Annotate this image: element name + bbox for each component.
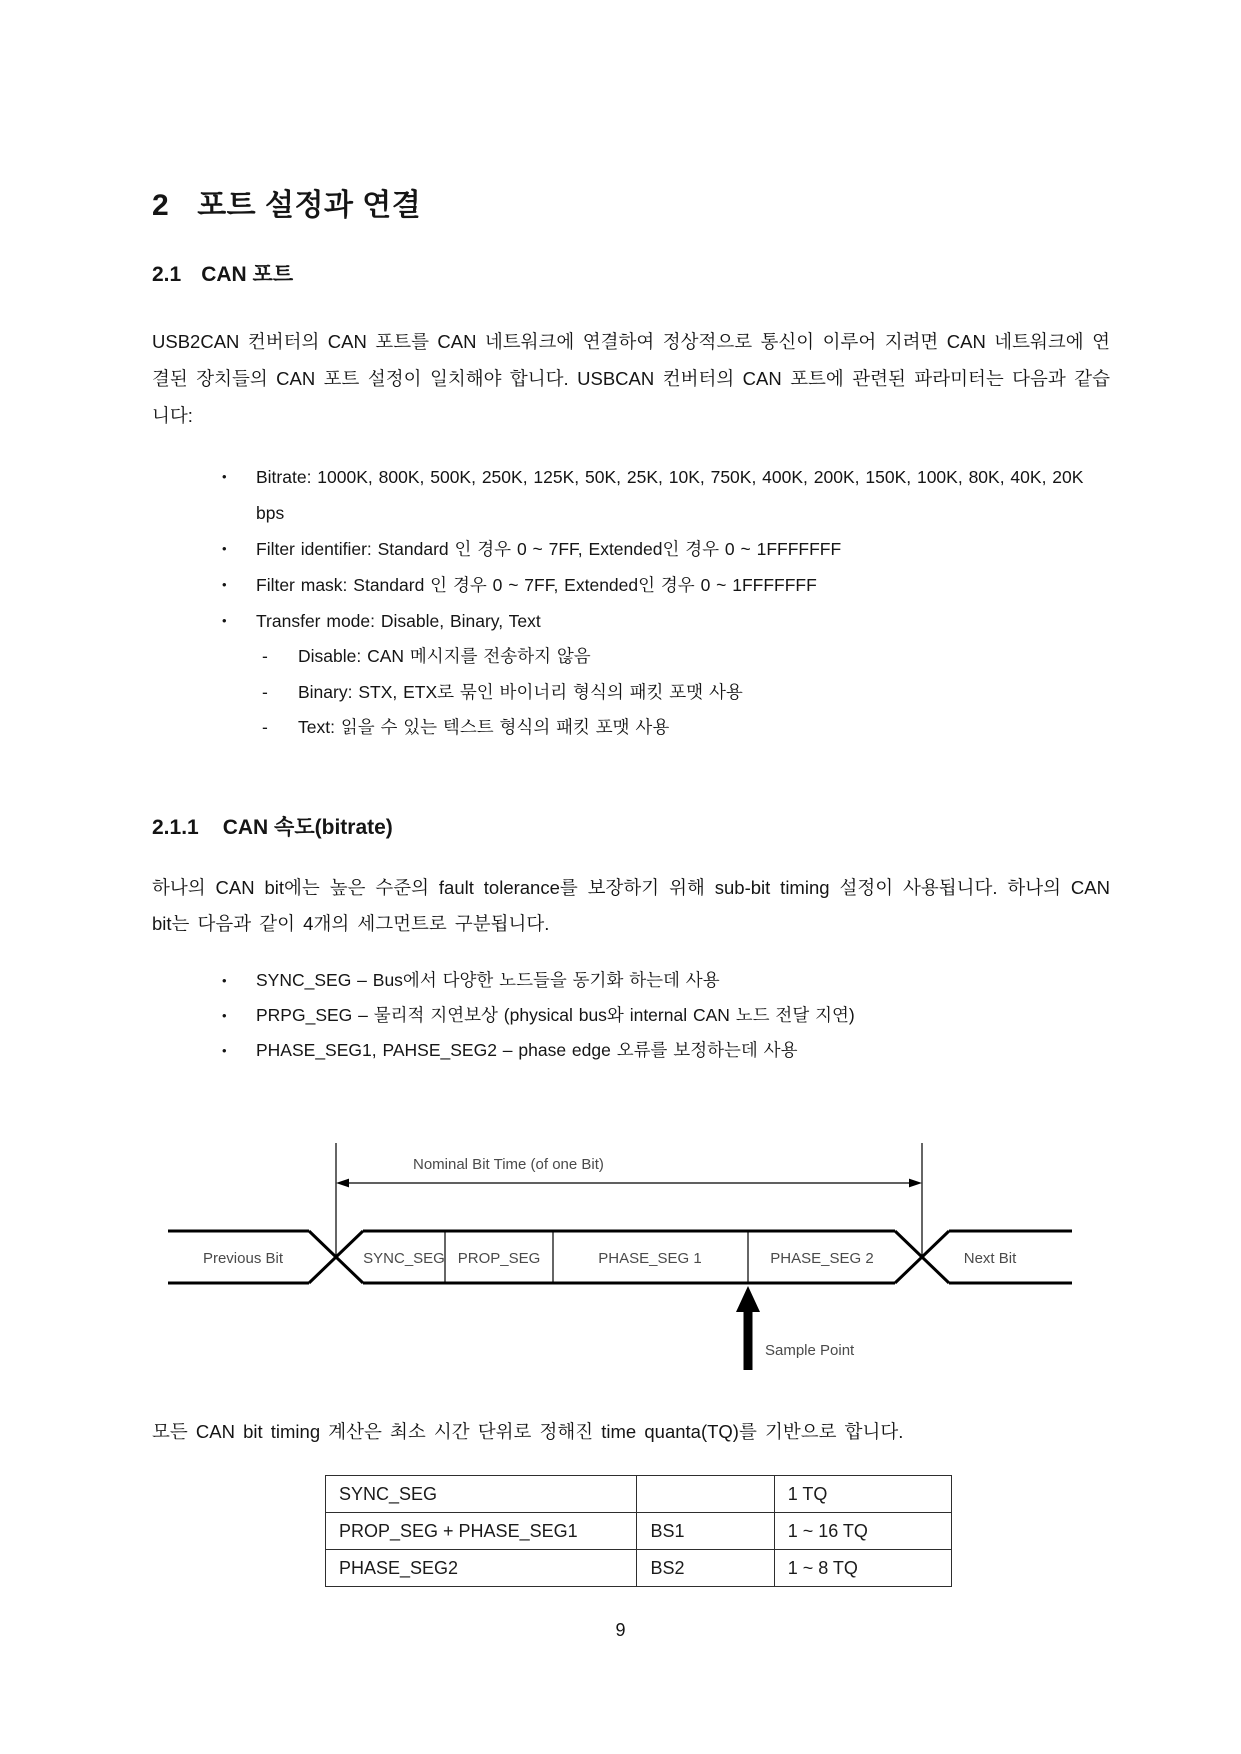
arrow-right-icon (909, 1179, 922, 1188)
list-item (222, 1033, 1112, 1068)
list-item-text: Disable: CAN 메시지를 전송하지 않음 (298, 646, 591, 666)
section-heading-2-1 (152, 258, 293, 288)
list-item-text: Transfer mode: Disable, Binary, Text (256, 611, 541, 631)
segment-list (222, 963, 1112, 1068)
table-cell (637, 1476, 774, 1513)
table-row (326, 1550, 952, 1587)
table-cell: 1 ~ 16 TQ (774, 1513, 951, 1550)
list-item-text: Filter mask: Standard 인 경우 0 ~ 7FF, Extended인 경우 0 ~ 1FFFFFFF (256, 575, 817, 595)
arrow-left-icon (336, 1179, 349, 1188)
phase-seg2-label: PHASE_SEG 2 (770, 1250, 874, 1267)
list-item-text: Filter identifier: Standard 인 경우 0 ~ 7FF, Extended인 경우 0 ~ 1FFFFFFF (256, 539, 842, 559)
sample-point-label: Sample Point (765, 1342, 855, 1359)
section-number: 2.1.1 (152, 816, 199, 839)
table-cell: BS2 (637, 1550, 774, 1587)
list-item-text: PHASE_SEG1, PAHSE_SEG2 – phase edge 오류를 보정하는데 사용 (256, 1040, 798, 1060)
list-item-text: Binary: STX, ETX로 묶인 바이너리 형식의 패킷 포맷 사용 (298, 681, 743, 702)
chapter-title: 포트 설정과 연결 (197, 189, 422, 222)
tq-table (325, 1475, 952, 1587)
section-title: CAN 속도(bitrate) (222, 816, 393, 839)
list-item (222, 963, 1112, 998)
bullet-icon: • (222, 973, 227, 988)
previous-bit-label: Previous Bit (202, 1250, 284, 1267)
bullet-icon: • (222, 1043, 227, 1058)
table-row (326, 1513, 952, 1550)
bullet-icon: • (222, 613, 227, 628)
list-item-text: Bitrate: 1000K, 800K, 500K, 250K, 125K, 50K, 25K, 10K, 750K, 400K, 200K, 150K, 100K, 80K, 40K, 20K bps (256, 467, 1084, 523)
table-cell: PROP_SEG + PHASE_SEG1 (326, 1513, 637, 1550)
list-item (222, 531, 1112, 567)
next-bit-label: Next Bit (963, 1250, 1017, 1267)
list-item (262, 639, 1112, 675)
bullet-icon: • (222, 577, 227, 592)
sample-point-arrow-icon (736, 1286, 760, 1370)
prop-seg-label: PROP_SEG (457, 1250, 541, 1267)
list-item-text: Text: 읽을 수 있는 텍스트 형식의 패킷 포맷 사용 (298, 717, 670, 737)
list-item (262, 675, 1112, 711)
section-heading-2-1-1 (152, 811, 393, 841)
list-item (222, 567, 1112, 603)
list-item-text: PRPG_SEG – 물리적 지연보상 (physical bus와 internal CAN 노드 전달 지연) (256, 1005, 855, 1025)
list-item (262, 710, 1112, 746)
table-cell: SYNC_SEG (326, 1476, 637, 1513)
dash-icon: - (262, 717, 268, 737)
table-cell: PHASE_SEG2 (326, 1550, 637, 1587)
chapter-number: 2 (152, 189, 170, 222)
table-row (326, 1476, 952, 1513)
nominal-bit-time-label: Nominal Bit Time (of one Bit) (413, 1156, 604, 1173)
phase-seg1-label: PHASE_SEG 1 (598, 1250, 702, 1267)
list-item (222, 459, 1112, 531)
list-item-text: SYNC_SEG – Bus에서 다양한 노드들을 동기화 하는데 사용 (256, 970, 720, 990)
transfer-mode-sublist (262, 639, 1112, 746)
page-number: 9 (615, 1620, 626, 1640)
bitrate-intro-paragraph: 하나의 CAN bit에는 높은 수준의 fault tolerance를 보장하기 위해 sub-bit timing 설정이 사용됩니다. 하나의 CAN bit는 다음과 같이 4개의 세그먼트로 구분됩니다. (152, 877, 1110, 934)
section-number: 2.1 (152, 263, 182, 286)
section-title: CAN 포트 (201, 263, 294, 286)
can-port-intro-paragraph: USB2CAN 컨버터의 CAN 포트를 CAN 네트워크에 연결하여 정상적으로 통신이 이루어 지려면 CAN 네트워크에 연결된 장치들의 CAN 포트 설정이 일치해야 합니다. USBCAN 컨버터의 CAN 포트에 관련된 파라미터는 다음과 같습니다: (152, 331, 1110, 426)
table-cell: 1 ~ 8 TQ (774, 1550, 951, 1587)
chapter-heading (152, 180, 421, 224)
bullet-icon: • (222, 1008, 227, 1023)
sync-seg-label: SYNC_SEG (363, 1250, 445, 1267)
list-item (222, 998, 1112, 1033)
bit-timing-diagram (130, 1120, 1110, 1390)
dash-icon: - (262, 646, 268, 666)
bullet-icon: • (222, 469, 227, 484)
bullet-icon: • (222, 541, 227, 556)
list-item (222, 603, 1112, 639)
table-cell: 1 TQ (774, 1476, 951, 1513)
can-port-parameter-list (222, 459, 1112, 746)
table-cell: BS1 (637, 1513, 774, 1550)
time-quanta-paragraph: 모든 CAN bit timing 계산은 최소 시간 단위로 정해진 time quanta(TQ)를 기반으로 합니다. (152, 1421, 904, 1442)
dash-icon: - (262, 681, 268, 702)
